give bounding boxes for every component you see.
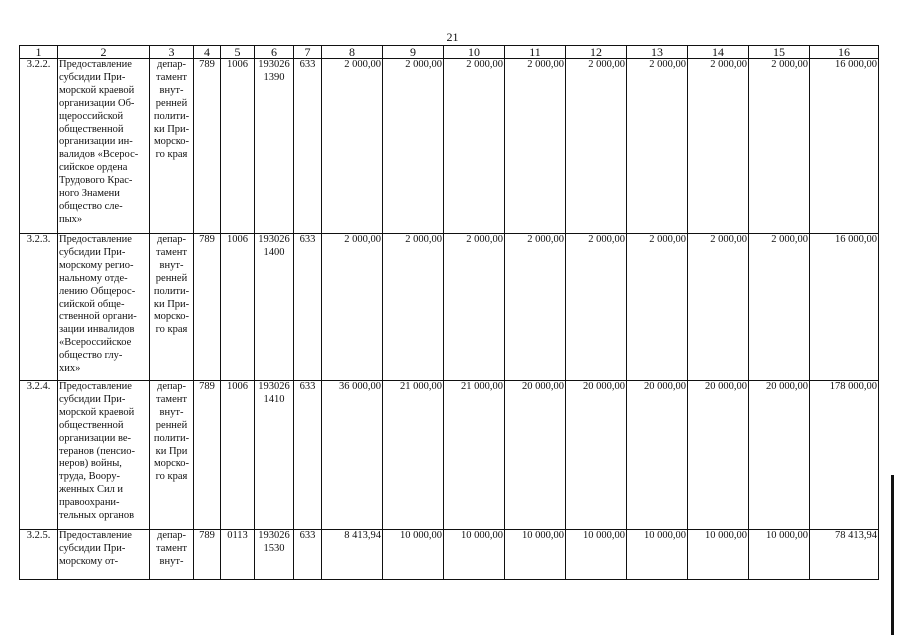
item-name-line: общество сле-: [59, 200, 123, 212]
item-name-line: тельных органов: [59, 510, 135, 522]
amount-cell: 10 000,00: [444, 530, 505, 580]
amount-cell: 2 000,00: [688, 234, 749, 381]
amount-cell: 21 000,00: [444, 381, 505, 530]
amount-cell: 2 000,00: [749, 59, 810, 234]
amount-cell: 10 000,00: [627, 530, 688, 580]
target-code-cell: [255, 381, 294, 530]
item-number-cell: 3.2.5.: [20, 530, 58, 580]
item-name-line: зации инвалидов: [59, 324, 135, 336]
amount-cell: 20 000,00: [505, 381, 566, 530]
amount-cell: 2 000,00: [505, 59, 566, 234]
item-name-line: нальному отде-: [59, 272, 128, 284]
item-name-line: организации ин-: [59, 136, 133, 148]
amount-cell: 2 000,00: [688, 59, 749, 234]
table-body: [20, 59, 879, 580]
target-code-line: 193026: [258, 59, 290, 70]
item-name-line: общество глу-: [59, 350, 123, 362]
department-line: морско-: [153, 458, 190, 470]
item-name-line: Предоставление: [59, 59, 132, 70]
section-code-cell: 1006: [221, 59, 255, 234]
header-cell: 8: [322, 46, 383, 59]
amount-cell: 36 000,00: [322, 381, 383, 530]
department-line: внут-: [159, 259, 184, 271]
item-name-line: Трудового Крас-: [59, 175, 133, 187]
ministry-code-cell: 789: [194, 381, 221, 530]
item-name-line: субсидии При-: [59, 542, 126, 554]
ministry-code-cell: 789: [194, 530, 221, 580]
item-name-line: Предоставление: [59, 381, 132, 392]
item-name-line: организации ве-: [59, 432, 132, 444]
item-name-line: ственной органи-: [59, 311, 137, 323]
item-name-line: морскому регио-: [59, 259, 134, 271]
header-cell: 11: [505, 46, 566, 59]
budget-table: [19, 45, 879, 580]
expense-type-cell: 633: [294, 530, 322, 580]
amount-cell: 10 000,00: [566, 530, 627, 580]
item-name-line: труда, Воору-: [59, 471, 121, 483]
amount-cell: 2 000,00: [322, 59, 383, 234]
department-line: тамент: [156, 542, 187, 554]
item-name-line: теранов (пенсио-: [59, 445, 136, 457]
department-line: го края: [155, 149, 188, 161]
amount-cell: 2 000,00: [505, 234, 566, 381]
section-code-cell: 1006: [221, 234, 255, 381]
amount-cell: 16 000,00: [810, 234, 879, 381]
item-name-line: пых»: [59, 213, 83, 225]
amount-cell: 21 000,00: [383, 381, 444, 530]
department-line: ренней: [155, 272, 188, 284]
department-line: морско-: [153, 311, 190, 323]
header-cell: 5: [221, 46, 255, 59]
scan-edge-mark: [891, 475, 894, 635]
amount-cell: 2 000,00: [383, 59, 444, 234]
amount-cell: 20 000,00: [566, 381, 627, 530]
header-cell: 13: [627, 46, 688, 59]
item-number-cell: 3.2.4.: [20, 381, 58, 530]
department-line: внут-: [159, 555, 184, 567]
section-code-cell: 1006: [221, 381, 255, 530]
amount-cell: 2 000,00: [383, 234, 444, 381]
item-name-line: правоохрани-: [59, 497, 120, 509]
department-line: ки При-: [153, 298, 190, 310]
header-cell: 1: [20, 46, 58, 59]
department-cell: [150, 381, 194, 530]
amount-cell: 78 413,94: [810, 530, 879, 580]
item-name-line: ного Знамени: [59, 188, 120, 200]
item-name-line: организации Об-: [59, 97, 135, 109]
expense-type-cell: 633: [294, 59, 322, 234]
amount-cell: 10 000,00: [383, 530, 444, 580]
expense-type-cell: 633: [294, 381, 322, 530]
department-line: полити-: [153, 432, 190, 444]
item-name-line: женных Сил и: [59, 484, 124, 496]
department-line: полити-: [153, 285, 190, 297]
table-row: [20, 381, 879, 530]
amount-cell: 16 000,00: [810, 59, 879, 234]
page-number: 21: [446, 30, 459, 44]
ministry-code-cell: 789: [194, 234, 221, 381]
header-cell: 4: [194, 46, 221, 59]
item-name-line: валидов «Всерос-: [59, 149, 139, 161]
table-row: [20, 59, 879, 234]
header-cell: 16: [810, 46, 879, 59]
header-cell: 10: [444, 46, 505, 59]
item-name-line: сийской обще-: [59, 298, 125, 310]
item-number-cell: 3.2.3.: [20, 234, 58, 381]
department-cell: [150, 59, 194, 234]
amount-cell: 20 000,00: [688, 381, 749, 530]
header-cell: 14: [688, 46, 749, 59]
item-name-cell: [58, 59, 150, 234]
department-line: ки При-: [153, 123, 190, 135]
item-name-line: сийское ордена: [59, 162, 128, 174]
header-cell: 6: [255, 46, 294, 59]
target-code-line: 193026: [258, 381, 290, 392]
ministry-code-cell: 789: [194, 59, 221, 234]
amount-cell: 2 000,00: [444, 59, 505, 234]
amount-cell: 2 000,00: [627, 59, 688, 234]
amount-cell: 10 000,00: [688, 530, 749, 580]
amount-cell: 2 000,00: [627, 234, 688, 381]
department-cell: [150, 234, 194, 381]
department-line: ренней: [155, 97, 188, 109]
amount-cell: 8 413,94: [322, 530, 383, 580]
item-name-cell: [58, 234, 150, 381]
item-name-line: щероссийской: [59, 110, 124, 122]
target-code-line: 193026: [258, 530, 290, 541]
header-row: [20, 46, 879, 59]
amount-cell: 10 000,00: [505, 530, 566, 580]
item-name-line: общественной: [59, 123, 124, 135]
item-name-line: «Всероссийское: [59, 337, 132, 349]
item-name-line: лению Общерос-: [59, 285, 136, 297]
item-name-line: неров) войны,: [59, 458, 122, 470]
department-line: морско-: [153, 136, 190, 148]
department-line: го края: [155, 324, 188, 336]
item-name-line: хих»: [59, 363, 81, 375]
amount-cell: 20 000,00: [749, 381, 810, 530]
target-code-cell: [255, 59, 294, 234]
amount-cell: 10 000,00: [749, 530, 810, 580]
amount-cell: 2 000,00: [749, 234, 810, 381]
department-line: депар-: [156, 530, 187, 541]
item-name-line: морской краевой: [59, 84, 135, 96]
header-cell: 7: [294, 46, 322, 59]
department-line: внут-: [159, 84, 184, 96]
department-line: тамент: [156, 71, 187, 83]
amount-cell: 2 000,00: [566, 59, 627, 234]
department-line: депар-: [156, 234, 187, 245]
department-cell: [150, 530, 194, 580]
item-name-line: субсидии При-: [59, 246, 126, 258]
target-code-line: 193026: [258, 234, 290, 245]
item-number-cell: 3.2.2.: [20, 59, 58, 234]
target-code-cell: [255, 530, 294, 580]
department-line: тамент: [156, 393, 187, 405]
amount-cell: 2 000,00: [444, 234, 505, 381]
target-code-line: 1530: [263, 542, 285, 554]
item-name-line: субсидии При-: [59, 393, 126, 405]
target-code-cell: [255, 234, 294, 381]
amount-cell: 2 000,00: [566, 234, 627, 381]
amount-cell: 2 000,00: [322, 234, 383, 381]
item-name-line: морской краевой: [59, 406, 135, 418]
item-name-cell: [58, 381, 150, 530]
target-code-line: 1390: [263, 71, 285, 83]
item-name-line: Предоставление: [59, 530, 132, 541]
department-line: депар-: [156, 59, 187, 70]
department-line: тамент: [156, 246, 187, 258]
department-line: внут-: [159, 406, 184, 418]
item-name-line: Предоставление: [59, 234, 132, 245]
section-code-cell: 0113: [221, 530, 255, 580]
department-line: депар-: [156, 381, 187, 392]
department-line: полити-: [153, 110, 190, 122]
department-line: ки При: [155, 445, 188, 457]
header-cell: 15: [749, 46, 810, 59]
item-name-line: субсидии При-: [59, 71, 126, 83]
target-code-line: 1400: [263, 246, 285, 258]
item-name-line: общественной: [59, 419, 124, 431]
item-name-line: морскому от-: [59, 555, 119, 567]
expense-type-cell: 633: [294, 234, 322, 381]
department-line: го края: [155, 471, 188, 483]
amount-cell: 20 000,00: [627, 381, 688, 530]
header-cell: 2: [58, 46, 150, 59]
header-cell: 3: [150, 46, 194, 59]
header-cell: 12: [566, 46, 627, 59]
table-row: [20, 530, 879, 580]
department-line: ренней: [155, 419, 188, 431]
amount-cell: 178 000,00: [810, 381, 879, 530]
item-name-cell: [58, 530, 150, 580]
header-cell: 9: [383, 46, 444, 59]
target-code-line: 1410: [263, 393, 285, 405]
table-row: [20, 234, 879, 381]
